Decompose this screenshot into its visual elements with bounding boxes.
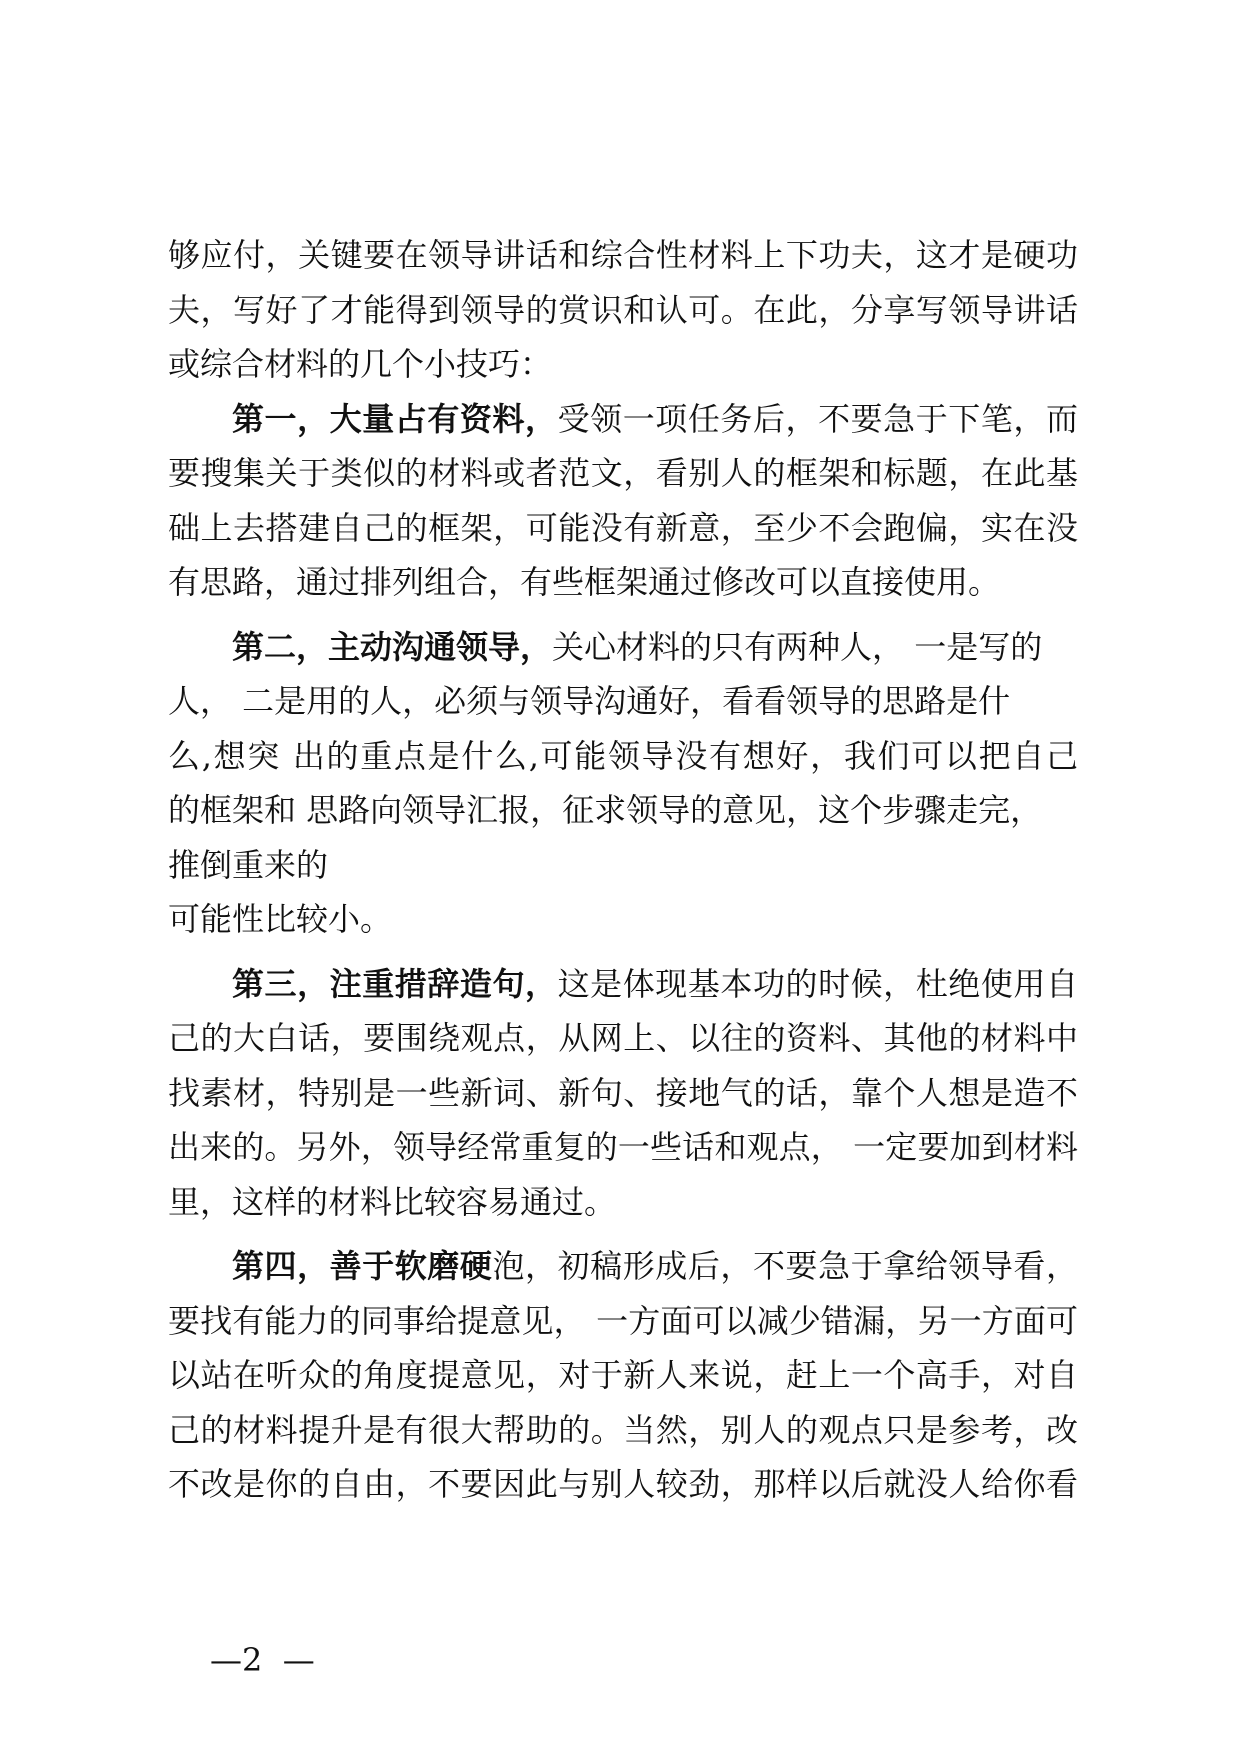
text-run: 关心材料的只有两种人， 一是写的 [552, 627, 1043, 666]
tip-heading: 第二，主动沟通领导， [232, 627, 553, 666]
text-line [168, 392, 1078, 447]
text-line [168, 1239, 1078, 1294]
text-line: 找素材，特别是一些新词、新句、接地气的话，靠个人想是造不 [168, 1073, 1078, 1112]
tip-heading: 第一，大量占有资料， [232, 399, 558, 438]
text-line: 己的大白话，要围绕观点，从网上、以往的资料、其他的材料中 [168, 1019, 1078, 1057]
text-line [168, 957, 1078, 1012]
paragraph-continuation [168, 228, 1078, 392]
paragraph-tip-four [168, 1239, 1078, 1512]
text-line: 有思路，通过排列组合，有些框架通过修改可以直接使用。 [168, 563, 1001, 601]
text-line: 推倒重来的 [168, 845, 329, 884]
tip-heading: 第三，注重措辞造句， [232, 964, 558, 1003]
paragraph-tip-one [168, 392, 1078, 610]
tip-heading: 第四，善于软磨硬 [232, 1247, 493, 1285]
text-run: 这是体现基本功的时候，杜绝使用自 [557, 964, 1078, 1003]
text-line: 可能性比较小。 [168, 900, 393, 938]
text-line: 的框架和 思路向领导汇报，征求领导的意见，这个步骤走完， [168, 791, 1043, 829]
text-line: 夫，写好了才能得到领导的赏识和认可。在此，分享写领导讲话 [168, 290, 1078, 329]
text-line: 或综合材料的几个小技巧： [168, 345, 553, 383]
text-line: 要找有能力的同事给提意见， 一方面可以减少错漏，另一方面可 [168, 1301, 1078, 1340]
text-run: 泡，初稿形成后，不要急于拿给领导看， [492, 1247, 1078, 1285]
text-line: 要搜集关于类似的材料或者范文，看别人的框架和标题，在此基 [168, 454, 1078, 492]
text-run: 受领一项任务后，不要急于下笔，而 [557, 399, 1078, 438]
text-line: 不改是你的自由，不要因此与别人较劲，那样以后就没人给你看 [168, 1465, 1078, 1503]
paragraph-tip-three [168, 957, 1078, 1230]
text-line: 己的材料提升是有很大帮助的。当然，别人的观点只是参考，改 [168, 1410, 1078, 1449]
document-body [168, 228, 1078, 1512]
paragraph-tip-two [168, 620, 1078, 947]
text-line: 里，这样的材料比较容易通过。 [168, 1182, 617, 1221]
text-line: 够应付，关键要在领导讲话和综合性材料上下功夫，这才是硬功 [168, 236, 1078, 274]
page-number: —2 — [210, 1641, 315, 1679]
text-line: 以站在听众的角度提意见，对于新人来说，赶上一个高手，对自 [168, 1356, 1078, 1394]
text-line: 人， 二是用的人，必须与领导沟通好，看看领导的思路是什 [168, 682, 1011, 720]
text-line [168, 620, 1078, 675]
text-line: 么,想突 出的重点是什么,可能领导没有想好，我们可以把自己 [168, 736, 1078, 775]
text-line: 出来的。另外，领导经常重复的一些话和观点， 一定要加到材料 [168, 1128, 1078, 1166]
text-line: 础上去搭建自己的框架，可能没有新意，至少不会跑偏，实在没 [168, 508, 1078, 547]
